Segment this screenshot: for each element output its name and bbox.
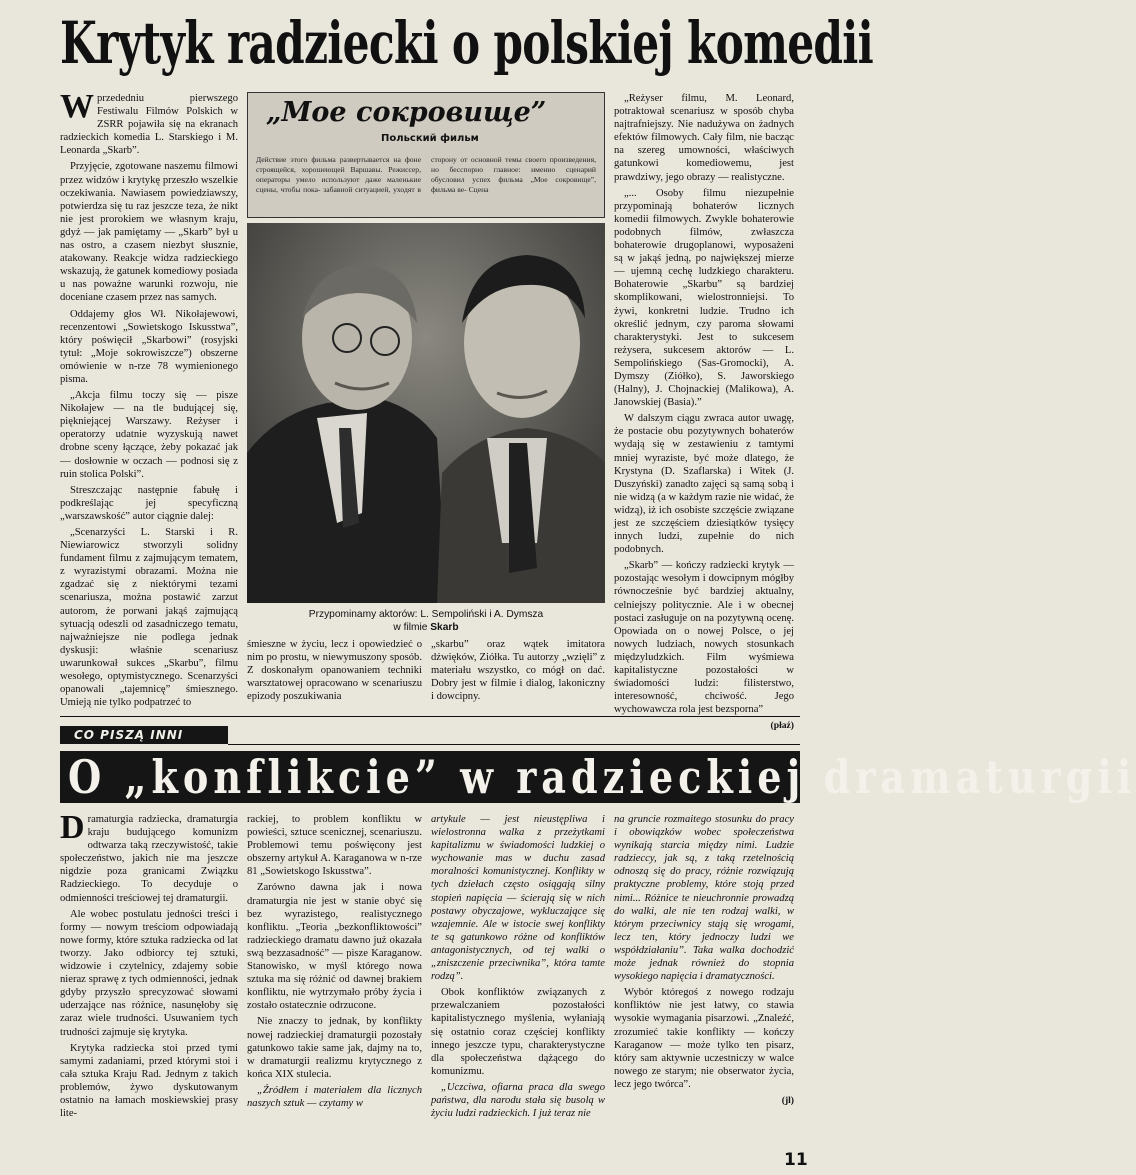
dropcap-w: W — [60, 88, 94, 125]
caption-line2 — [247, 621, 605, 634]
article2-col2 — [247, 813, 422, 1148]
article1-p2: Przyjęcie, zgotowane naszemu filmowi przez widzów i krytykę przeszło wszelkie oczekiwania. Nawiasem powiedziawszy, potwierdza się tu raz jeszcze teza, że nikt nie jest prorokiem we własnym kraju, gdyż — jak pamiętamy — „Skarb” był u nas ostro, a czasem niezbyt słusznie, atakowany. Reakcje widza radzieckiego wskazują, że gatunek komediowy posiada u nas poważne warunki rozwoju, nie doceniane czasem przez nas samych. — [60, 161, 238, 304]
article1-col4 — [614, 92, 794, 732]
article2-c3-p2: Obok konfliktów związanych z przewalczaniem pozostałości kapitalistycznego myślenia, wyłaniają się ostatnio coraz częściej konflikty innego jeszcze typu, charakterystyczne dla społeczeństwa dążącego do komunizmu. — [431, 987, 605, 1077]
actors-photo — [247, 223, 605, 603]
article2-c1-p3: Krytyka radziecka stoi przed tymi samymi zadaniami, przed którymi stoi i cała sztuka Kraju Rad. Jednym z takich problemów, żywo dyskutowanym ostatnio na łamach moskiewskiej prasy lite- — [60, 1042, 238, 1120]
article1-c4-p4: „Skarb” — kończy radziecki krytyk — pozostając wesołym i dowcipnym mógłby równocześnie być bardziej aktualny, celniejszy politycznie. Ale i w obecnej postaci zasługuje on na pozytywną ocenę. Opowiada on o nowej Polsce, o jej nowych ludziach, nowych stosunkach międzyludzkich. Film wyśmiewa kapitalistyczne pozostałości w świadomości ludzi: filisterstwo, interesowność, chciwość. Jego wychowawcza rola jest bezsporna” — [614, 560, 794, 716]
caption-line2-pre: w filmie — [393, 622, 428, 633]
article2-c1-p1 — [60, 809, 238, 905]
article1-p4: „Akcja filmu toczy się — pisze Nikołajew — na tle budującej się, piękniejącej Warszawy. Reżyser i operatorzy udatnie wyzyskują nawet drobne sceny łączące, żeby pokazać jak — dosłownie w oczach — podnosi się z ruin stolica Polski”. — [60, 390, 238, 480]
article2-c2-p1: rackiej, to problem konfliktu w powieści, sztuce scenicznej, scenariuszu. Problemowi temu poświęcony jest obszerny artykuł A. Karaganowa w n-rze 81 „Sowietskogo Iskusstwa”. — [247, 814, 422, 878]
photo-caption — [247, 608, 605, 634]
article2-c4-p1 — [614, 813, 794, 983]
article1-signature: (płaź) — [770, 720, 794, 732]
article1-p6: „Scenarzyści L. Starski i R. Niewiarowicz stworzyli solidny fundament filmu z zajmującym tematem, z wyrazistymi obrazami. Można nie zgadzać się z niektórymi tezami scenariusza, można postawić zarzut autorom, że porwani jakąś zajmującą sytuacją odeszli od zasadniczego tematu, najważniejsze nie podlega jednak dyskusji: właśnie scenariusz uwarunkował sukces „Skarbu”, filmu wesołego, optymistycznego. Scenarzyści opanowali „tajemnicę” śmiesznego. Umieją nie tylko podpatrzeć to — [60, 527, 238, 709]
article2-c2-p2: Zarówno dawna jak i nowa dramaturgia nie jest w stanie obyć się bez wyrazistego, realistycznego konfliktu. „Teoria „bezkonfliktowości” radzieckiego dramatu dawno już okazała swą bezzasadność” — pisze Karaganow. Stanowisko, w myśl którego nowa sztuka ma się różnić od dawnej brakiem konfliktu, nie wytrzymało próby życia i zostało ostatecznie odrzucone. — [247, 882, 422, 1012]
article2-c3-p1 — [431, 813, 605, 983]
article2-c3-p1-italic: artykule — jest nieustępliwa i wielostronna walka z przeżytkami kapitalizmu w świadomości ludzkiej o wychowanie mas w duchu zasad moralności komunistycznej. Konflikty w tych dziełach często osiągają silny stopień napięcia — ścierają się w nich postawy obyczajowe, wykluczające się wzajemnie. Ale w istocie swej konflikty te są gatunkowo różne od konfliktów antagonistycznych, od tej walki o „zniszczenie przeciwnika”, która tamte rodzą”. — [431, 814, 605, 983]
page-number: 11 — [784, 1150, 808, 1170]
article2-col1 — [60, 809, 238, 1148]
dropcap-d: D — [60, 809, 85, 846]
article1-col1 — [60, 88, 238, 709]
article2-c3-p3-italic: „Uczciwa, ofiarna praca dla swego państwa, dla narodu stała się busolą w życiu ludzi radzieckich. I już teraz nie — [431, 1081, 605, 1120]
article2-c4-p1-italic: na gruncie rozmaitego stosunku do pracy i obowiązków wobec społeczeństwa wynikają starcia między nimi. Ludzie radzieccy, jak są, z taką rzetelnością odnoszą się do pracy, różnie rozwiązują praktyczne problemy, które stoją przed nimi... Różnice te nieuchronnie prowadzą do walki, ale nie ten rodzaj walki, w którym przeciwnicy stają się wrogami, lecz ten, który jednoczy ludzi we współdziałaniu”. Taka walka dochodzić może jednak również do stopnia wysokiego napięcia i dramatyczności. — [614, 814, 794, 983]
article2-headline: O „konflikcie” w radzieckiej dramaturgii — [68, 750, 1136, 804]
newspaper-clipping-image — [247, 92, 605, 218]
caption-film-title: Skarb — [430, 622, 459, 633]
article1-col3-under — [431, 638, 605, 713]
article1-c4-p2: „... Osoby filmu niezupełnie przypominają bohaterów licznych komedii filmowych. Zwykle bohaterowie podobnych filmów, zwłaszcza bohaterowie drugoplanowi, wyposażeni są w jakąś jedną, po największej mierze — ujemną cechę ludzkiego charakteru. Bohaterowie „Skarbu” są bardziej skomplikowani, wielostronniejsi. To żywi, konkretni ludzie. Trudno ich określić jednym, czy paroma słowami charakterystyki. Jest to sukcesem reżysera, sukcesem aktorów — L. Sempolińskiego (Sas-Gromocki), A. Dymszy (Ziółko), S. Jaworskiego (Halny), J. Chojnackiej (Malikowa), A. Janowskiej (Basia).” — [614, 187, 794, 409]
caption-line1: Przypominamy aktorów: L. Sempoliński i A. Dymsza — [308, 609, 544, 620]
clipping-text: Действие этого фильма развертывается на фоне строящейся, хорошеющей Варшавы. Режиссер, операторы умело используют даже маленькие сцены, чтобы пока- забавной ситуацией, уходят в сторону от основной темы своего произведения, но бесспорно главное: именно сценарий обусловил успех фильма „Мое сокровище”, фильма ве- Сцена — [256, 155, 596, 194]
article1-col2-under — [247, 638, 422, 713]
article1-p1-text: przededniu pierwszego Festiwalu Filmów Polskich w ZSRR pojawiła się na ekranach radzieckich komedia L. Starskiego i M. Leonarda „Skarb”. — [60, 93, 238, 157]
article1-c4-p1: „Reżyser filmu, M. Leonard, potraktował scenariusz w sposób chyba najtrafniejszy. Nie nadużywa on żadnych efektów filmowych. Cały film, nie bacząc na szereg umowności, właściwych gatunkowi komediowemu, jest prawdziwy, jego obrazy — realistyczne. — [614, 93, 794, 183]
article1-under-left: śmieszne w życiu, lecz i opowiedzieć o nim po prostu, w niewymuszony sposób. Z doskonałym opanowaniem techniki warsztatowej opracowano w scenariuszu epizody poszukiwania — [247, 639, 422, 703]
article2-c2-p4-italic: „Źródłem i materiałem dla licznych naszych sztuk — czytamy w — [247, 1084, 422, 1109]
headline: Krytyk radziecki o polskiej komedii — [60, 9, 874, 77]
article1-p3: Oddajemy głos Wł. Nikołajewowi, recenzentowi „Sowietskogo Iskusstwa”, który poświęcił „Skarbowi” (rosyjski tytuł: „Moje sokrowiszcze”) obszerne omówienie w n-rze 78 wymienionego pisma. — [60, 308, 238, 385]
article2-c1-p1-text: ramaturgia radziecka, dramaturgia kraju budującego komunizm odtwarza taką rzeczywistość, takie społeczeństwo, jakich nie ma jeszcze nigdzie poza granicami Związku Radzieckiego. To decyduje o odmienności treściowej tej dramaturgii. — [60, 814, 238, 904]
article1-under-right: „skarbu” oraz wątek imitatora dźwięków, Ziółka. Tu autorzy „wzięli” z materiału wszystko, co mógł on dać. Dobry jest w filmie i dialog, lakoniczny i dowcipny. — [431, 639, 605, 703]
clipping-subtitle: Польский фильм — [381, 133, 479, 144]
article1-p5: Streszczając następnie fabułę i podkreślając jej specyficzną „warszawskość” autor ciągnie dalej: — [60, 484, 238, 522]
article2-c1-p2: Ale wobec postulatu jedności treści i formy — nowym treściom odpowiadają nowe formy, które sztuka radziecka od lat tworzy. Jako odbiorcy tej sztuki, widzowie i czytelnicy, zdajemy sobie nieraz sprawę z tych odmienności, jednak gdyby przyszło sprecyzować słowami uderzające nas różnice, nasunęłoby się zaraz wiele trudności. Usuwaniem tych trudności zajmuje się krytyka. — [60, 908, 238, 1038]
section-tag-rule — [228, 744, 800, 745]
section-divider — [60, 716, 800, 717]
article1-p1 — [60, 88, 238, 157]
article1-c4-p3: W dalszym ciągu zwraca autor uwagę, że postacie obu pozytywnych bohaterów wydają się w zestawieniu z tamtymi mniej wyraziste, być może dlatego, że Krystyna (D. Szaflarska) i Witek (J. Duszyński) zanadto zajęci są samą sobą i nie widzą (a w każdym razie nie widać, że widzą), iż ich osobiste szczęście związane jest ze szczęściem dziesiątków tysięcy innych ludzi, zupełnie do nich podobnych. — [614, 413, 794, 556]
clipping-title: „Мое сокровище” — [266, 97, 547, 128]
article2-signature: (jl) — [781, 1094, 794, 1106]
actors-photo-illustration — [247, 223, 605, 603]
article2-col3 — [431, 813, 605, 1148]
article2-c2-p3: Nie znaczy to jednak, by konflikty nowej radzieckiej dramaturgii pozostały gatunkowo takie same jak, dajmy na to, w dramaturgii realizmu krytycznego z końca XIX stulecia. — [247, 1016, 422, 1080]
article2-c2-p4 — [247, 1084, 422, 1110]
section-tag: CO PISZĄ INNI — [60, 726, 228, 744]
article2-col4 — [614, 813, 794, 1148]
article2-c4-p2: Wybór któregoś z nowego rodzaju konfliktów nie jest łatwy, co stawia wysokie wymagania pisarzowi. „Znaleźć, zrozumieć takie konflikty — kończy Karaganow — może tylko ten pisarz, który sam aktywnie uczestniczy w walce nowego ze starym; nie obserwator życia, lecz jego twórca”. — [614, 987, 794, 1090]
article2-headline-banner — [60, 750, 1136, 804]
article2-c3-p3 — [431, 1081, 605, 1120]
